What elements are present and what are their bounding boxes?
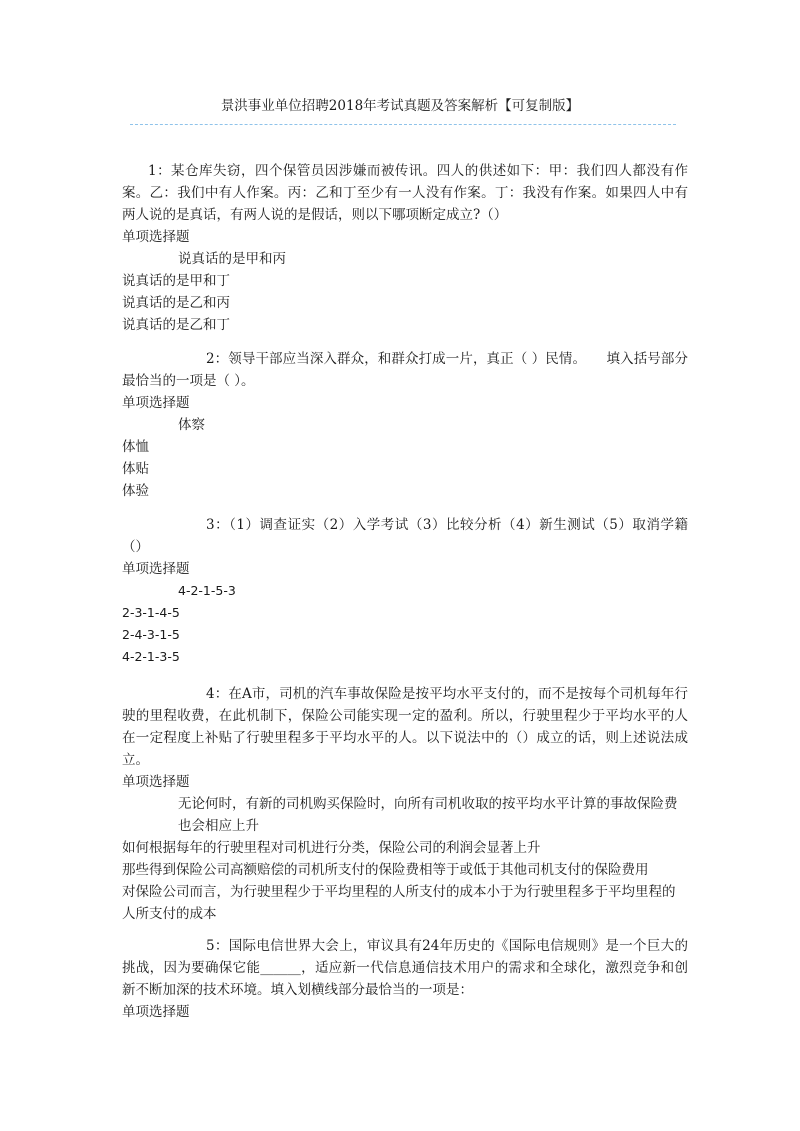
option-b: 如何根据每年的行驶里程对司机进行分类，保险公司的利润会显著上升 bbox=[122, 840, 541, 856]
option-d: 说真话的是乙和丁 bbox=[122, 317, 230, 333]
question-3 bbox=[122, 514, 688, 668]
option-a: 4-2-1-5-3 bbox=[178, 583, 236, 598]
question-stem: 1：某仓库失窃，四个保管员因涉嫌而被传讯。四人的供述如下：甲：我们四人都没有作案。乙：我们中有人作案。丙：乙和丁至少有一人没有作案。丁：我没有作案。如果四人中有两人说的是真话，有两人说的是假话，则以下哪项断定成立?（） bbox=[122, 163, 688, 223]
option-c: 体贴 bbox=[122, 461, 149, 477]
question-stem: 5：国际电信世界大会上，审议具有24年历史的《国际电信规则》是一个巨大的挑战，因为要确保它能______，适应新一代信息通信技术用户的需求和全球化，激烈竞争和创新不断加深的技术环境。填入划横线部分最恰当的一项是： bbox=[122, 938, 688, 998]
question-5 bbox=[122, 935, 688, 1023]
title-divider bbox=[130, 124, 676, 125]
option-d: 对保险公司而言，为行驶里程少于平均里程的人所支付的成本小于为行驶里程多于平均里程的人所支付的成本 bbox=[122, 884, 676, 922]
document-title: 景洪事业单位招聘2018年考试真题及答案解析【可复制版】 bbox=[220, 98, 580, 114]
question-type: 单项选择题 bbox=[122, 1004, 190, 1020]
question-stem: 3：（1）调查证实（2）入学考试（3）比较分析（4）新生测试（5）取消学籍（） bbox=[122, 517, 688, 555]
option-a: 无论何时，有新的司机购买保险时，向所有司机收取的按平均水平计算的事故保险费也会相应上升 bbox=[178, 796, 678, 834]
option-c: 2-4-3-1-5 bbox=[122, 627, 180, 642]
question-4 bbox=[122, 683, 688, 925]
question-2 bbox=[122, 348, 688, 502]
question-type: 单项选择题 bbox=[122, 774, 190, 790]
option-b: 2-3-1-4-5 bbox=[122, 605, 180, 620]
option-c: 那些得到保险公司高额赔偿的司机所支付的保险费相等于或低于其他司机支付的保险费用 bbox=[122, 862, 649, 878]
question-stem: 2：领导干部应当深入群众，和群众打成一片，真正（ ）民情。 填入括号部分最恰当的一项是（ ）。 bbox=[122, 351, 688, 389]
question-type: 单项选择题 bbox=[122, 561, 190, 577]
option-a: 说真话的是甲和丙 bbox=[178, 251, 286, 267]
question-type: 单项选择题 bbox=[122, 395, 190, 411]
option-c: 说真话的是乙和丙 bbox=[122, 295, 230, 311]
question-stem: 4：在A市，司机的汽车事故保险是按平均水平支付的，而不是按每个司机每年行驶的里程收费，在此机制下，保险公司能实现一定的盈利。所以，行驶里程少于平均水平的人在一定程度上补贴了行驶里程多于平均水平的人。以下说法中的（）成立的话，则上述说法成立。 bbox=[122, 686, 688, 768]
option-b: 体恤 bbox=[122, 439, 149, 455]
option-d: 体验 bbox=[122, 483, 149, 499]
question-type: 单项选择题 bbox=[122, 229, 190, 245]
option-d: 4-2-1-3-5 bbox=[122, 649, 180, 664]
option-b: 说真话的是甲和丁 bbox=[122, 273, 230, 289]
question-1 bbox=[122, 160, 688, 336]
option-a: 体察 bbox=[178, 417, 205, 433]
